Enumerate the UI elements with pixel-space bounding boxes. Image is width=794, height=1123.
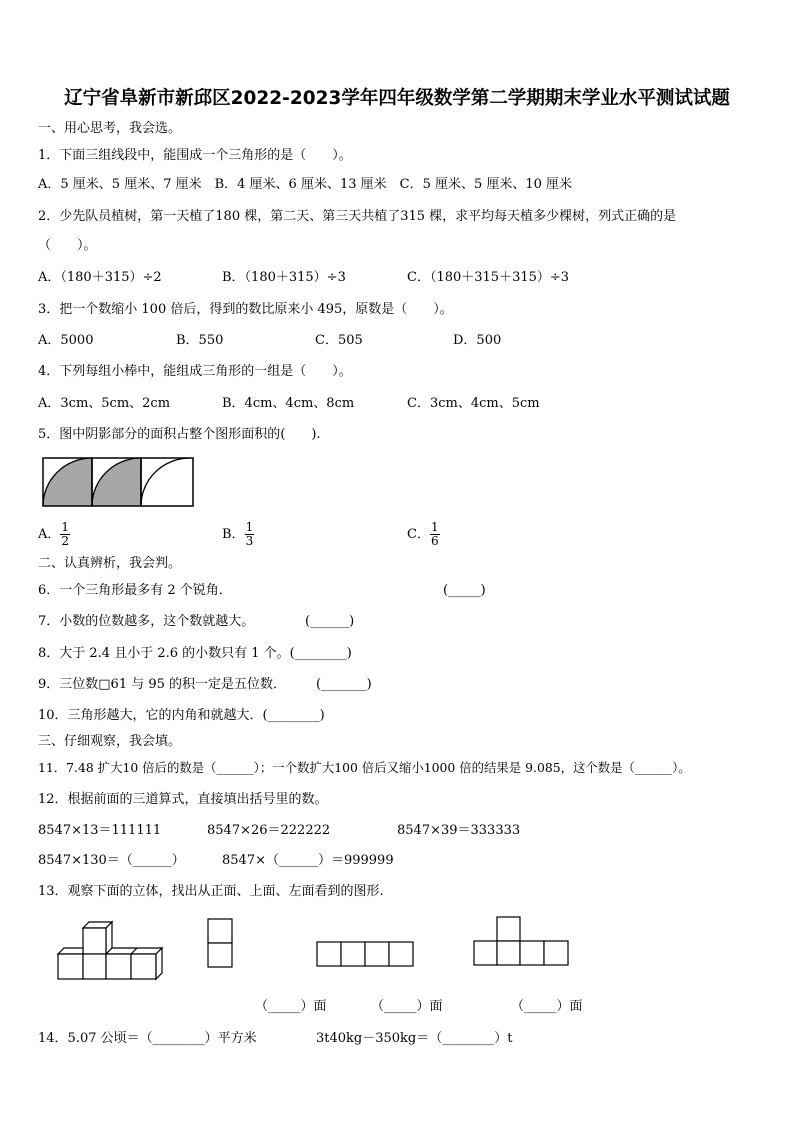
q13-blank-3[interactable]: （_____）面 <box>511 999 583 1014</box>
q5-a-fraction: $\frac{1}{2}$ <box>61 520 70 548</box>
q12-equation-3: 8547×39＝333333 <box>397 823 521 838</box>
q13-solid-figure <box>55 918 170 982</box>
q13-stem: 13．观察下面的立体，找出从正面、上面、左面看到的图形. <box>38 884 384 899</box>
q8-text: 8．大于 2.4 且小于 2.6 的小数只有 1 个。(________) <box>38 646 352 661</box>
q6-answer-blank[interactable]: (_____) <box>443 583 486 598</box>
q12-equation-4: 8547×130＝（______） <box>38 853 185 868</box>
q1-options: A．5 厘米、5 厘米、7 厘米 B．4 厘米、6 厘米、13 厘米 C．5 厘米、5 厘米、10 厘米 <box>38 177 573 192</box>
q13-view-shape-1 <box>207 918 233 968</box>
q6-text: 6．一个三角形最多有 2 个锐角． <box>38 583 232 598</box>
q1-stem: 1．下面三组线段中，能围成一个三角形的是（ ）。 <box>38 148 352 163</box>
section-3-heading: 三、仔细观察，我会填。 <box>38 734 182 749</box>
q5-shaded-figure <box>42 457 194 507</box>
q2-option-b: B．（180＋315）÷3 <box>222 270 346 285</box>
q3-option-c: C．505 <box>315 333 363 348</box>
q10-text: 10．三角形越大，它的内角和就越大．(________) <box>38 708 325 723</box>
q2-option-c: C．（180＋315＋315）÷3 <box>407 270 570 285</box>
q12-equation-2: 8547×26＝222222 <box>207 823 331 838</box>
q5-b-fraction: $\frac{1}{3}$ <box>245 520 254 548</box>
q13-blank-2[interactable]: （_____）面 <box>371 999 443 1014</box>
q13-view-shape-2 <box>316 941 414 967</box>
q2-option-a: A．（180＋315）÷2 <box>38 270 162 285</box>
q7-text: 7．小数的位数越多，这个数就越大。 <box>38 614 255 629</box>
q14-part-a: 14．5.07 公顷＝（________）平方米 <box>38 1031 257 1046</box>
q2-stem-cont: （ ）。 <box>38 238 97 253</box>
page-title: 辽宁省阜新市新邱区2022-2023学年四年级数学第二学期期末学业水平测试试题 <box>64 88 730 109</box>
q13-view-shape-3 <box>473 916 569 966</box>
q5-option-c: C． $\frac{1}{6}$ <box>407 520 439 548</box>
q12-equation-1: 8547×13＝111111 <box>38 823 162 838</box>
q12-equation-5: 8547×（______）＝999999 <box>222 853 394 868</box>
section-2-heading: 二、认真辨析，我会判。 <box>38 556 182 571</box>
q3-option-b: B．550 <box>176 333 224 348</box>
q5-option-a: A． $\frac{1}{2}$ <box>38 520 70 548</box>
q3-option-a: A．5000 <box>38 333 94 348</box>
q5-c-fraction: $\frac{1}{6}$ <box>430 520 439 548</box>
q9-text: 9．三位数□61 与 95 的积一定是五位数． <box>38 677 287 692</box>
q12-stem: 12．根据前面的三道算式，直接填出括号里的数。 <box>38 792 328 807</box>
q4-option-a: A．3cm、5cm、2cm <box>38 396 171 411</box>
q11-text: 11．7.48 扩大10 倍后的数是（______）；一个数扩大100 倍后又缩小1000 倍的结果是 9.085，这个数是（______）。 <box>38 760 691 775</box>
q7-answer-blank[interactable]: (______) <box>305 614 355 629</box>
q5-stem: 5．图中阴影部分的面积占整个图形面积的( ). <box>38 427 321 442</box>
q14-part-b: 3t40kg－350kg＝（________）t <box>316 1031 513 1046</box>
q9-answer-blank[interactable]: (_______) <box>316 677 372 692</box>
q13-blank-1[interactable]: （_____）面 <box>255 999 327 1014</box>
q2-stem: 2．少先队员植树，第一天植了180 棵，第二天、第三天共植了315 棵，求平均每天植多少棵树，列式正确的是 <box>38 209 677 224</box>
q3-option-d: D．500 <box>453 333 502 348</box>
q4-stem: 4．下列每组小棒中，能组成三角形的一组是（ ）。 <box>38 364 352 379</box>
q3-stem: 3．把一个数缩小 100 倍后，得到的数比原来小 495，原数是（ ）。 <box>38 302 453 317</box>
q5-option-b: B． $\frac{1}{3}$ <box>222 520 254 548</box>
q4-option-b: B．4cm、4cm、8cm <box>222 396 355 411</box>
section-1-heading: 一、用心思考，我会选。 <box>38 121 182 136</box>
q4-option-c: C．3cm、4cm、5cm <box>407 396 540 411</box>
